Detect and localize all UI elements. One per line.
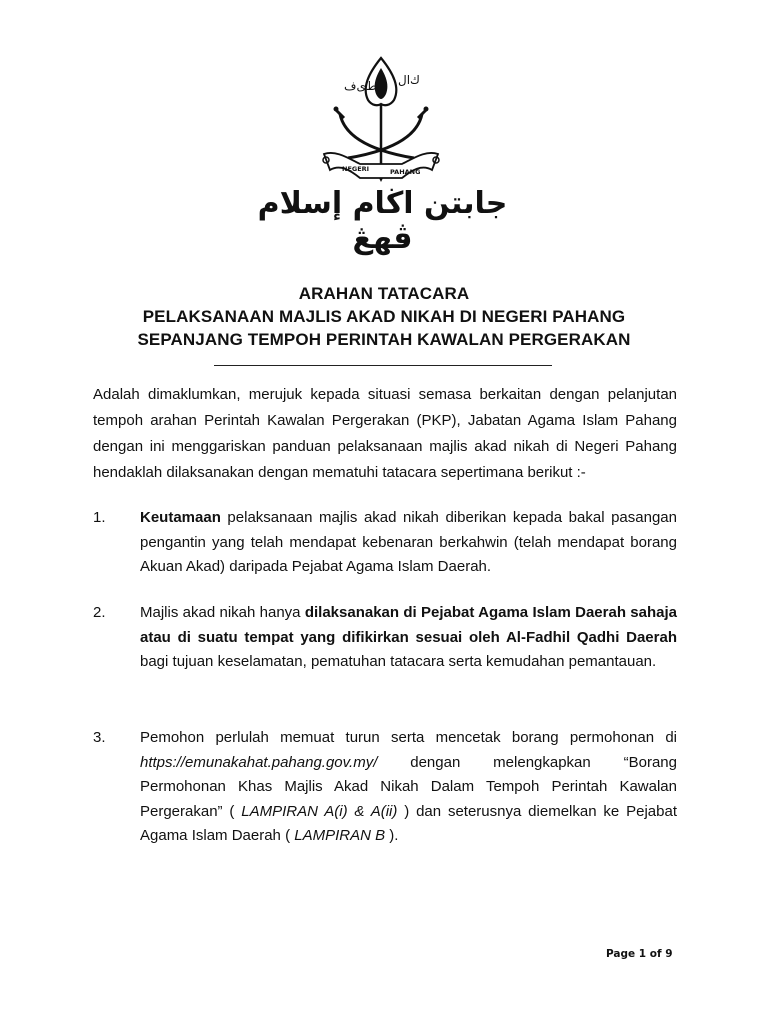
item-body: pelaksanaan majlis akad nikah diberikan kepada bakal pasangan pengantin yang telah mendapat kebenaran berkahwin (telah mendapat borang Akuan Akad) daripada Pejabat Agama Islam Daerah. [140,509,677,575]
document-title [60,282,708,351]
svg-text:ﻁﻯﻑ: ﻁﻯﻑ [344,79,377,93]
svg-text:ﻙﺍﻝ: ﻙﺍﻝ [398,73,420,87]
item-text-mid: dengan melengkapkan “Borang Permohonan Khas Majlis Akad Nikah Dalam Tempoh Perintah Kawalan Pergerakan” ( [140,753,677,820]
item-text-after: bagi tujuan keselamatan, pematuhan tatacara serta kemudahan pemantauan. [140,653,657,670]
item-text-end: ). [385,827,399,844]
page-number: Page 1 of 9 [606,948,673,960]
item-bold-lead: Keutamaan [140,509,221,526]
jawi-department-title: جابتن اڬام إسلام ڤهڠ [257,186,508,256]
lampiran-a-ref: LAMPIRAN A(i) & A(ii) [241,802,398,820]
intro-paragraph [93,382,677,486]
item-number: 2. [93,604,106,621]
title-line-1: ARAHAN TATACARA [298,284,470,303]
item-text-mid2: ) dan seterusnya diemelkan ke Pejabat Agama Islam Daerah ( [140,802,677,844]
title-line-2: PELAKSANAAN MAJLIS AKAD NIKAH DI NEGERI PAHANG [142,307,626,326]
item-text-before: Pemohon perlulah memuat turun serta mencetak borang permohonan di [140,729,677,746]
item-text-before: Majlis akad nikah hanya [140,604,305,621]
item-text [140,601,677,675]
item-bold-text: dilaksanakan di Pejabat Agama Islam Daerah sahaja atau di suatu tempat yang difikirkan sesuai oleh Al-Fadhil Qadhi Daerah [140,604,677,646]
intro-text: Adalah dimaklumkan, merujuk kepada situasi semasa berkaitan dengan pelanjutan tempoh arahan Perintah Kawalan Pergerakan (PKP), Jabatan Agama Islam Pahang dengan ini menggariskan panduan pelaksanaan majlis akad nikah di Negeri Pahang hendaklah dilaksanakan dengan mematuhi tatacara sepertimana berikut :- [93,386,677,481]
item-text [140,726,677,849]
title-line-3: SEPANJANG TEMPOH PERINTAH KAWALAN PERGERAKAN [137,330,631,349]
item-number: 3. [93,729,106,746]
lampiran-b-ref: LAMPIRAN B [294,827,386,844]
emunakahat-link[interactable]: https://emunakahat.pahang.gov.my/ [140,753,378,771]
item-number: 1. [93,509,106,526]
emblem-ribbon-left: NEGERI [342,165,370,173]
item-text [140,506,677,580]
title-underline [214,365,552,366]
pahang-emblem-icon [318,54,444,186]
emblem-ribbon-right: PAHANG [390,168,421,176]
